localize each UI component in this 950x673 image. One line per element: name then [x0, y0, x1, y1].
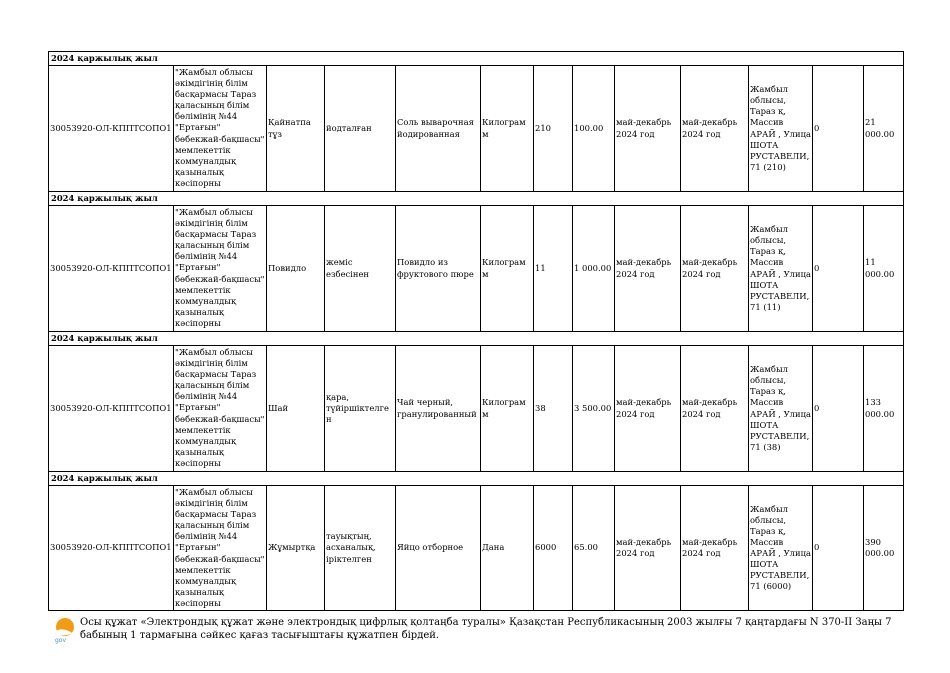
item-name-kz-cell: Қайнатпа тұз: [267, 66, 325, 192]
table-body: [49, 52, 904, 611]
table-row: [49, 346, 904, 472]
legal-notice-footer: [50, 616, 910, 642]
organization-cell: "Жамбыл облысы әкімдігінің білім басқармасы Тараз қаласының білім бөлімінің №44 "Ертағын" бөбекжай-бақшасы" мемлекеттік коммуналдық қазыналық кәсіпорны: [174, 486, 267, 611]
total-amount-cell: 11 000.00: [864, 206, 904, 332]
delivery-period-cell: май-декабрь 2024 год: [615, 486, 681, 611]
item-description-kz-cell: жеміс езбесінен: [325, 206, 396, 332]
quantity-cell: 11: [534, 206, 573, 332]
price-cell: 65.00: [573, 486, 615, 611]
contract-period-cell: май-декабрь 2024 год: [681, 486, 749, 611]
delivery-address-cell: Жамбыл облысы, Тараз қ, Массив АРАЙ , Улица ШОТА РУСТАВЕЛИ, 71 (210): [749, 66, 813, 192]
total-amount-cell: 21 000.00: [864, 66, 904, 192]
quantity-cell: 6000: [534, 486, 573, 611]
svg-text:gov: gov: [55, 637, 67, 644]
table-row: [49, 206, 904, 332]
organization-cell: "Жамбыл облысы әкімдігінің білім басқармасы Тараз қаласының білім бөлімінің №44 "Ертағын" бөбекжай-бақшасы" мемлекеттік коммуналдық қазыналық кәсіпорны: [174, 66, 267, 192]
total-amount-cell: 133 000.00: [864, 346, 904, 472]
price-cell: 3 500.00: [573, 346, 615, 472]
item-code-cell: 30053920-ОЛ-КППТСОПО1: [49, 346, 174, 472]
unit-cell: Килограмм: [481, 346, 534, 472]
delivery-period-cell: май-декабрь 2024 год: [615, 66, 681, 192]
table-row: [49, 66, 904, 192]
legal-notice-text: Осы құжат «Электрондық құжат және электрондық цифрлық қолтаңба туралы» Қазақстан Республикасының 2003 жылғы 7 қаңтардағы N 370-II Заңы 7 бабының 1 тармағына сәйкес қағаз тасығыштағы құжатпен бірдей.: [80, 617, 892, 641]
organization-cell: "Жамбыл облысы әкімдігінің білім басқармасы Тараз қаласының білім бөлімінің №44 "Ертағын" бөбекжай-бақшасы" мемлекеттік коммуналдық қазыналық кәсіпорны: [174, 206, 267, 332]
organization-cell: "Жамбыл облысы әкімдігінің білім басқармасы Тараз қаласының білім бөлімінің №44 "Ертағын" бөбекжай-бақшасы" мемлекеттік коммуналдық қазыналық кәсіпорны: [174, 346, 267, 472]
delivery-address-cell: Жамбыл облысы, Тараз қ, Массив АРАЙ , Улица ШОТА РУСТАВЕЛИ, 71 (11): [749, 206, 813, 332]
delivery-address-cell: Жамбыл облысы, Тараз қ, Массив АРАЙ , Улица ШОТА РУСТАВЕЛИ, 71 (38): [749, 346, 813, 472]
total-amount-cell: 390 000.00: [864, 486, 904, 611]
item-code-cell: 30053920-ОЛ-КППТСОПО1: [49, 206, 174, 332]
egov-sun-logo-icon: [50, 616, 78, 644]
item-name-kz-cell: Жұмыртқа: [267, 486, 325, 611]
delivery-address-cell: Жамбыл облысы, Тараз қ, Массив АРАЙ , Улица ШОТА РУСТАВЕЛИ, 71 (6000): [749, 486, 813, 611]
year-heading-row: [49, 52, 904, 66]
item-description-ru-cell: Повидло из фруктового пюре: [396, 206, 481, 332]
item-description-ru-cell: Яйцо отборное: [396, 486, 481, 611]
advance-payment-cell: 0: [813, 206, 864, 332]
quantity-cell: 210: [534, 66, 573, 192]
item-description-kz-cell: йодталған: [325, 66, 396, 192]
contract-period-cell: май-декабрь 2024 год: [681, 66, 749, 192]
unit-cell: Килограмм: [481, 206, 534, 332]
item-description-ru-cell: Соль выварочная йодированная: [396, 66, 481, 192]
item-name-kz-cell: Шай: [267, 346, 325, 472]
quantity-cell: 38: [534, 346, 573, 472]
fiscal-year-heading: 2024 қаржылық жыл: [49, 52, 904, 66]
price-cell: 1 000.00: [573, 206, 615, 332]
advance-payment-cell: 0: [813, 486, 864, 611]
item-description-kz-cell: қара, түйіршіктелген: [325, 346, 396, 472]
table-row: [49, 486, 904, 611]
year-heading-row: [49, 332, 904, 346]
year-heading-row: [49, 472, 904, 486]
advance-payment-cell: 0: [813, 346, 864, 472]
item-name-kz-cell: Повидло: [267, 206, 325, 332]
delivery-period-cell: май-декабрь 2024 год: [615, 346, 681, 472]
advance-payment-cell: 0: [813, 66, 864, 192]
fiscal-year-heading: 2024 қаржылық жыл: [49, 192, 904, 206]
item-code-cell: 30053920-ОЛ-КППТСОПО1: [49, 66, 174, 192]
procurement-table: [48, 51, 904, 611]
fiscal-year-heading: 2024 қаржылық жыл: [49, 332, 904, 346]
fiscal-year-heading: 2024 қаржылық жыл: [49, 472, 904, 486]
contract-period-cell: май-декабрь 2024 год: [681, 346, 749, 472]
contract-period-cell: май-декабрь 2024 год: [681, 206, 749, 332]
unit-cell: Килограмм: [481, 66, 534, 192]
year-heading-row: [49, 192, 904, 206]
price-cell: 100.00: [573, 66, 615, 192]
item-code-cell: 30053920-ОЛ-КППТСОПО1: [49, 486, 174, 611]
unit-cell: Дана: [481, 486, 534, 611]
delivery-period-cell: май-декабрь 2024 год: [615, 206, 681, 332]
item-description-ru-cell: Чай черный, гранулированный: [396, 346, 481, 472]
item-description-kz-cell: тауықтың, асханалық, іріктелген: [325, 486, 396, 611]
